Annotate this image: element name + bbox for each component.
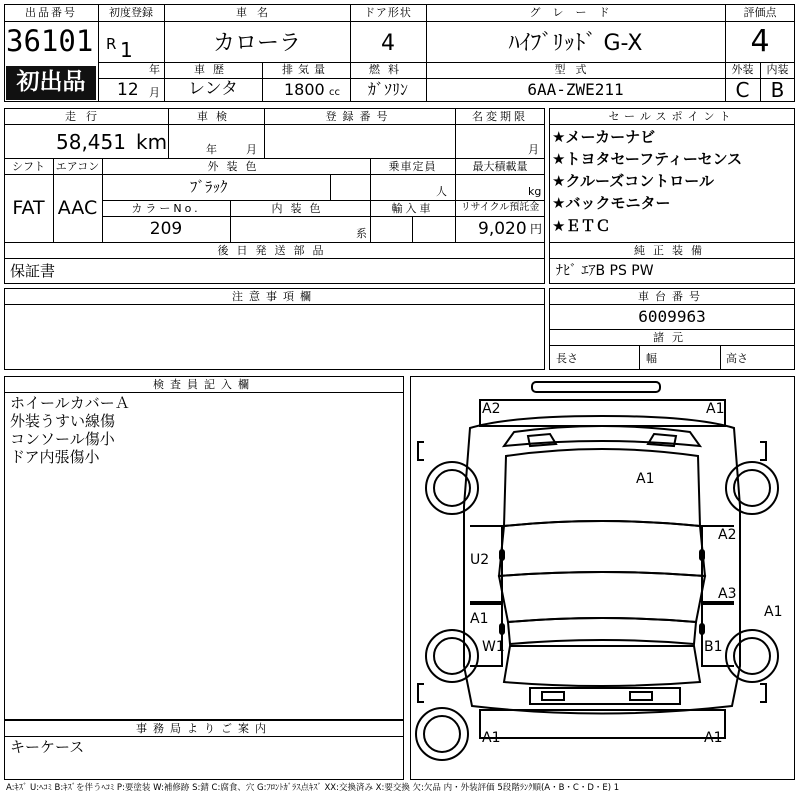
genuine-equip: ﾅﾋﾞ ｴｱB PS PW <box>556 263 654 279</box>
divider <box>4 158 545 159</box>
model: 6AA-ZWE211 <box>527 80 624 99</box>
ac-label: エアコン <box>55 160 100 173</box>
specs-label: 諸元 <box>653 331 691 344</box>
recycle-value: 9,020 <box>478 219 527 239</box>
notes-label: 注意事項欄 <box>232 290 317 303</box>
history: レンタ <box>188 79 238 99</box>
sales-points-label: セールスポイント <box>608 110 736 123</box>
genuine-equip-label: 純正装備 <box>634 244 710 257</box>
damage-mark: A1 <box>704 730 723 746</box>
sales-point: ★トヨタセーフティーセンス <box>552 150 743 168</box>
divider <box>4 736 404 737</box>
damage-mark: B1 <box>704 639 723 655</box>
ac: AAC <box>57 197 98 219</box>
exterior-grade: C <box>735 78 750 102</box>
office-note: キーケース <box>10 738 85 756</box>
divider <box>330 174 331 200</box>
model-label: 型式 <box>554 63 597 76</box>
first-listing-badge <box>6 66 96 100</box>
mileage-unit: km <box>136 130 168 154</box>
recycle-unit: 円 <box>530 222 543 236</box>
int-color-unit: 系 <box>356 227 367 240</box>
divider <box>412 216 413 242</box>
divider <box>639 345 640 370</box>
legend: A:ｷｽﾞ U:ﾍｺﾐ B:ｷｽﾞを伴うﾍｺﾐ P:要塗装 W:補修跡 S:錆 C:腐食、穴 G:ﾌﾛﾝﾄｶﾞﾗｽ点ｷｽﾞ XX:交換済み X:要交換 欠:欠品 内・外装評価 5段階ﾗﾝｸ順(A・B・C・D・E) 1 <box>6 783 620 793</box>
office-label: 事務局よりご案内 <box>136 722 272 735</box>
divider <box>4 174 545 175</box>
mileage-label: 走行 <box>65 110 107 123</box>
car-diagram <box>410 376 795 780</box>
damage-mark: A2 <box>482 401 501 417</box>
doors-label: ドア形状 <box>364 6 412 19</box>
height-label: 高さ <box>726 352 748 365</box>
color-no: 209 <box>149 219 183 239</box>
length-label: 長さ <box>556 352 578 365</box>
divider <box>98 4 99 102</box>
divider <box>4 21 98 22</box>
divider <box>4 124 545 125</box>
displacement: 1800 <box>284 80 325 99</box>
later-parts-label: 後日発送部品 <box>217 244 332 257</box>
doors: 4 <box>381 31 395 56</box>
shift-label: シフト <box>12 160 45 173</box>
inspector-note: コンソール傷小 <box>10 430 115 448</box>
chassis-label: 車台番号 <box>638 290 706 303</box>
grade-label: グレード <box>529 6 622 19</box>
era: R <box>106 35 117 53</box>
divider <box>4 304 545 305</box>
inspector-label: 検査員記入欄 <box>153 378 255 391</box>
damage-mark: A1 <box>764 604 783 620</box>
divider <box>102 216 545 217</box>
capacity-label: 乗車定員 <box>388 160 437 173</box>
divider <box>98 21 725 22</box>
import-label: 輸入車 <box>391 202 434 215</box>
divider <box>102 200 545 201</box>
divider <box>4 392 404 393</box>
divider <box>549 304 795 305</box>
interior-label: 内装 <box>766 63 789 76</box>
divider <box>549 124 795 125</box>
ext-color-label: 外装色 <box>207 160 265 173</box>
displacement-label: 排気量 <box>282 63 330 76</box>
inspector-note: ホイールカバーＡ <box>10 394 130 412</box>
reg-month: 12 <box>117 80 139 100</box>
sales-point: ★メーカーナビ <box>552 128 656 146</box>
width-label: 幅 <box>646 352 657 365</box>
inspector-note: 外装うすい線傷 <box>10 412 116 430</box>
damage-mark: A1 <box>636 471 655 487</box>
damage-mark: A2 <box>718 527 737 543</box>
damage-mark: A1 <box>482 730 501 746</box>
score: 4 <box>750 24 770 59</box>
capacity-unit: 人 <box>436 185 447 198</box>
divider <box>720 345 721 370</box>
fuel: ｶﾞｿﾘﾝ <box>367 80 408 99</box>
reg-year: 1 <box>120 38 133 62</box>
int-color-label: 内装色 <box>271 202 329 215</box>
exterior-label: 外装 <box>731 63 754 76</box>
inspection-month-unit: 月 <box>246 143 257 156</box>
fuel-label: 燃料 <box>369 63 407 76</box>
divider <box>549 329 795 330</box>
damage-mark: W1 <box>482 639 505 655</box>
max-load-unit: kg <box>528 185 542 198</box>
car-name: カローラ <box>212 31 301 56</box>
month-unit: 月 <box>149 86 160 99</box>
divider <box>549 258 795 259</box>
divider <box>549 242 795 243</box>
ext-color: ﾌﾞﾗｯｸ <box>190 178 228 196</box>
score-label: 評価点 <box>743 6 777 19</box>
damage-mark: A1 <box>470 611 489 627</box>
first-listing-text: 初出品 <box>16 69 86 95</box>
divider <box>4 258 545 259</box>
damage-mark: A3 <box>718 586 737 602</box>
sales-point: ★ＥＴＣ <box>552 217 611 235</box>
max-load-label: 最大積載量 <box>472 160 528 173</box>
first-reg-label: 初度登録 <box>109 6 153 19</box>
lot-number-label: 出品番号 <box>25 6 77 19</box>
divider <box>4 242 545 243</box>
history-label: 車歴 <box>194 63 232 76</box>
divider <box>98 62 725 63</box>
name-change-month-unit: 月 <box>528 143 539 156</box>
divider <box>725 21 795 22</box>
color-no-label: カラーNo. <box>131 202 201 215</box>
divider <box>549 345 795 346</box>
car-name-label: 車名 <box>236 6 278 19</box>
year-unit: 年 <box>149 63 160 76</box>
damage-mark: U2 <box>470 552 490 568</box>
shift: FAT <box>12 197 45 219</box>
sales-point: ★クルーズコントロール <box>552 172 714 190</box>
interior-grade: B <box>770 78 785 102</box>
recycle-label: リサイクル預託金 <box>460 202 540 213</box>
inspection-year-unit: 年 <box>206 143 217 156</box>
grade: ﾊｲﾌﾞﾘｯﾄﾞ G-X <box>508 31 643 56</box>
displacement-unit: cc <box>329 87 340 98</box>
name-change-label: 名変期限 <box>472 110 528 123</box>
mileage: 58,451 <box>56 130 126 154</box>
later-parts: 保証書 <box>10 262 56 280</box>
registration-label: 登録番号 <box>325 110 394 123</box>
lot-number: 36101 <box>6 24 94 58</box>
chassis-number: 6009963 <box>638 307 706 326</box>
sales-point: ★バックモニター <box>552 194 671 212</box>
inspector-note: ドア内張傷小 <box>10 448 100 466</box>
inspection-label: 車検 <box>197 110 235 123</box>
damage-mark: A1 <box>706 401 725 417</box>
